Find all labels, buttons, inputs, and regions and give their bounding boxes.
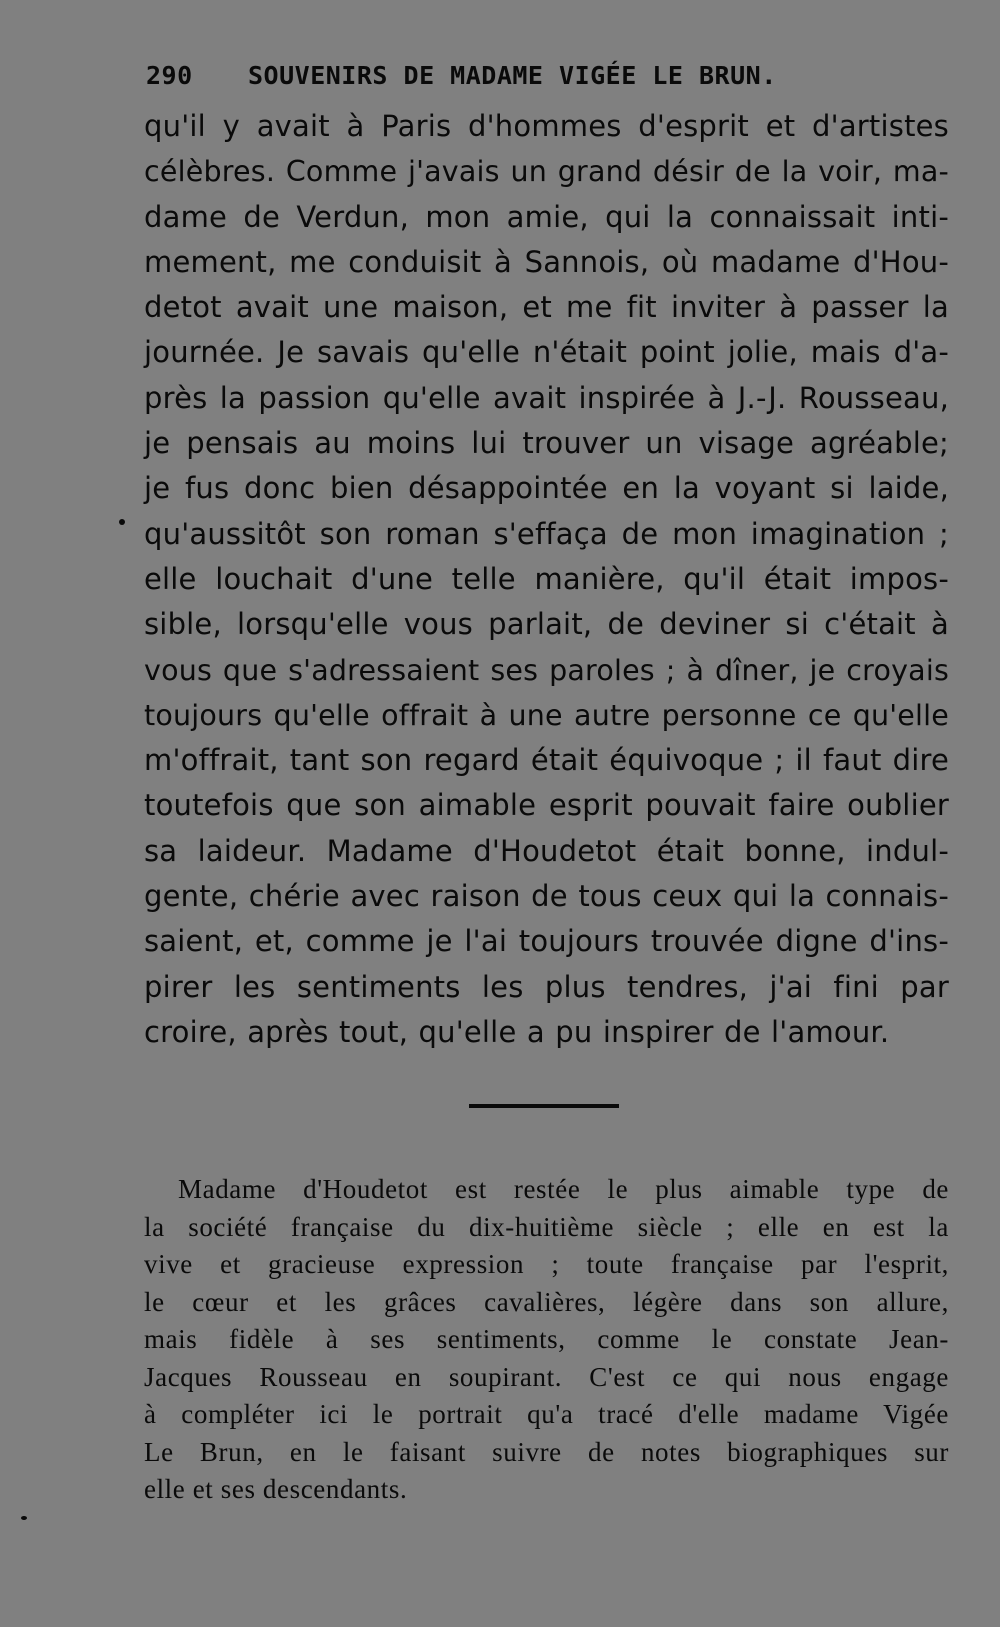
note-line: mais fidèle à ses sentiments, comme le constate Jean-: [144, 1324, 949, 1354]
text-line: mement, me conduisit à Sannois, où madame d'Hou-: [144, 244, 949, 279]
page-number: 290: [146, 60, 193, 90]
text-line: croire, après tout, qu'elle a pu inspirer de l'amour.: [144, 1014, 890, 1049]
note-line: Jacques Rousseau en soupirant. C'est ce qui nous engage: [144, 1361, 949, 1392]
text-line: près la passion qu'elle avait inspirée à J.-J. Rousseau,: [144, 380, 949, 415]
note-line: elle et ses descendants.: [144, 1474, 408, 1504]
note-line: à compléter ici le portrait qu'a tracé d'elle madame Vigée: [144, 1399, 949, 1429]
text-line: célèbres. Comme j'avais un grand désir de la voir, ma-: [144, 155, 949, 189]
editor-note-block: [144, 1171, 949, 1509]
text-line: sible, lorsqu'elle vous parlait, de deviner si c'était à: [144, 607, 949, 642]
text-line: vous que s'adressaient ses paroles ; à dîner, je croyais: [144, 653, 949, 687]
text-line: detot avait une maison, et me fit inviter à passer la: [144, 290, 949, 325]
note-line: le cœur et les grâces cavalières, légère dans son allure,: [144, 1286, 949, 1317]
text-line: qu'il y avait à Paris d'hommes d'esprit et d'artistes: [144, 109, 949, 143]
section-divider: [469, 1104, 619, 1108]
main-text-block: [144, 104, 949, 1055]
running-title: SOUVENIRS DE MADAME VIGÉE LE BRUN.: [248, 60, 777, 90]
text-line: elle louchait d'une telle manière, qu'il était impos-: [144, 561, 949, 596]
text-line: saient, et, comme je l'ai toujours trouvée digne d'ins-: [144, 924, 949, 959]
ink-speck: [21, 1516, 27, 1520]
text-line: gente, chérie avec raison de tous ceux qui la connais-: [144, 879, 949, 914]
text-line: toujours qu'elle offrait à une autre personne ce qu'elle: [144, 698, 949, 732]
text-line: je pensais au moins lui trouver un visage agréable;: [144, 426, 949, 461]
text-line: dame de Verdun, mon amie, qui la connaissait inti-: [144, 199, 949, 234]
note-line: vive et gracieuse expression ; toute française par l'esprit,: [144, 1249, 949, 1279]
text-line: m'offrait, tant son regard était équivoque ; il faut dire: [144, 743, 949, 778]
text-line: journée. Je savais qu'elle n'était point jolie, mais d'a-: [144, 335, 949, 370]
note-line: la société française du dix-huitième siècle ; elle en est la: [144, 1211, 949, 1242]
text-line: sa laideur. Madame d'Houdetot était bonne, indul-: [144, 833, 949, 868]
text-line: je fus donc bien désappointée en la voyant si laide,: [144, 471, 949, 506]
text-line: pirer les sentiments les plus tendres, j'ai fini par: [144, 969, 949, 1004]
text-line: toutefois que son aimable esprit pouvait faire oublier: [144, 788, 949, 823]
note-line: Le Brun, en le faisant suivre de notes biographiques sur: [144, 1436, 949, 1467]
text-line: qu'aussitôt son roman s'effaça de mon imagination ;: [144, 516, 949, 551]
note-line: Madame d'Houdetot est restée le plus aimable type de: [178, 1174, 949, 1204]
ink-speck: [119, 519, 125, 525]
running-head: [146, 57, 836, 93]
